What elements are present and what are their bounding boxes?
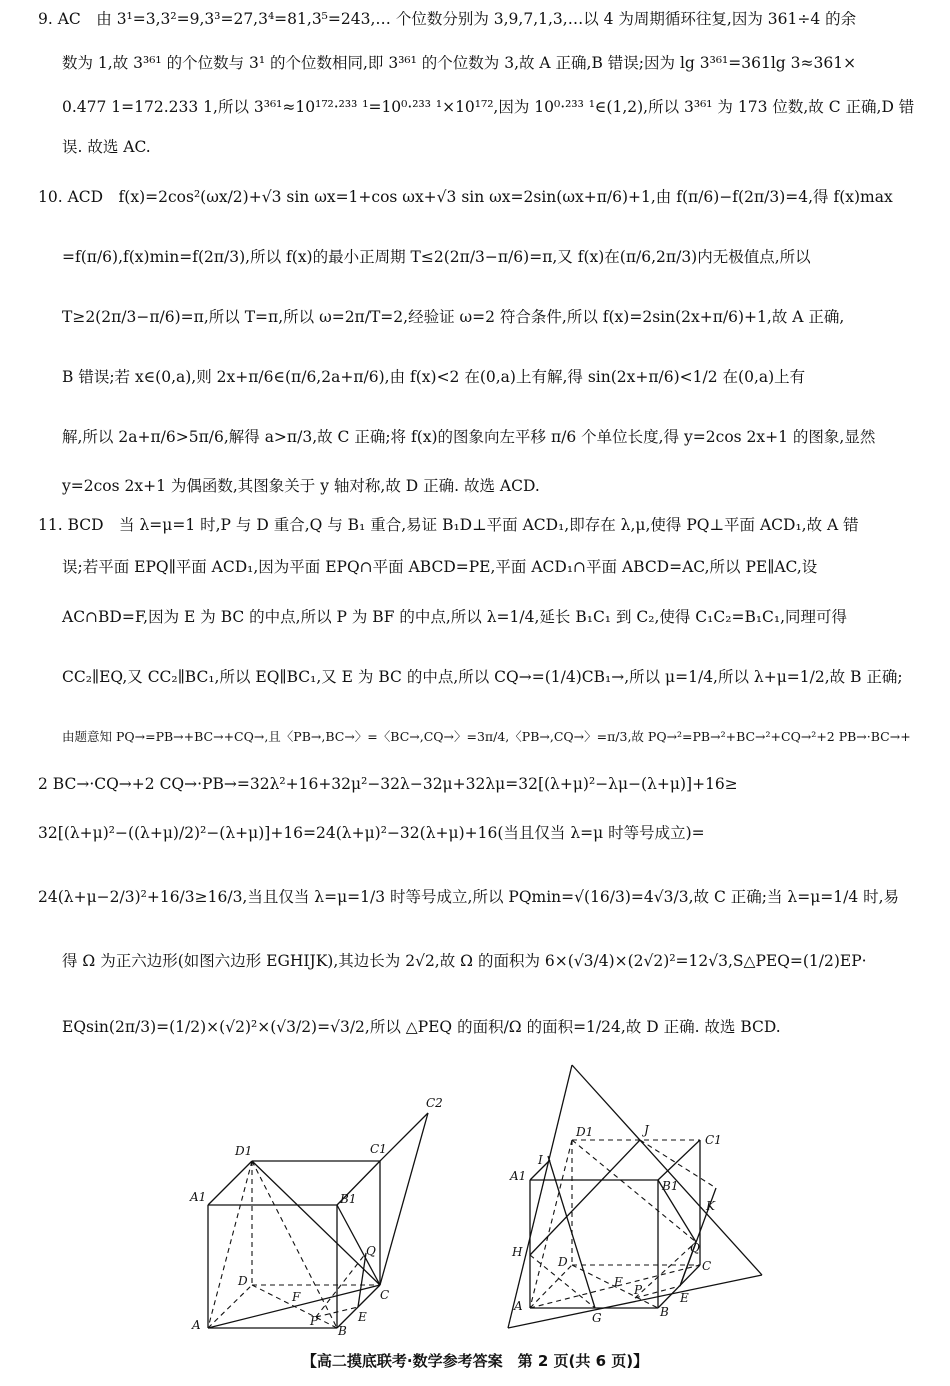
figure-cube-1 <box>180 1095 460 1335</box>
label-b: B <box>338 1324 347 1335</box>
label-c1: C1 <box>705 1133 722 1147</box>
label-f: F <box>614 1275 623 1289</box>
label-g: G <box>592 1311 602 1325</box>
text-line: y=2cos 2x+1 为偶函数,其图象关于 y 轴对称,故 D 正确. 故选 ACD. <box>62 477 540 495</box>
label-h: H <box>512 1245 523 1259</box>
label-f: F <box>292 1290 301 1304</box>
text-line: 得 Ω 为正六边形(如图六边形 EGHIJK),其边长为 2√2,故 Ω 的面积为 6×(√3/4)×(2√2)²=12√3,S△PEQ=(1/2)EP· <box>62 952 867 970</box>
text-line: 11. BCD 当 λ=μ=1 时,P 与 D 重合,Q 与 B₁ 重合,易证 B₁D⊥平面 ACD₁,即存在 λ,μ,使得 PQ⊥平面 ACD₁,故 A 错 <box>38 516 859 534</box>
label-a1: A1 <box>510 1169 527 1183</box>
text-line: T≥2(2π/3−π/6)=π,所以 T=π,所以 ω=2π/T=2,经验证 ω=2 符合条件,所以 f(x)=2sin(2x+π/6)+1,故 A 正确, <box>62 308 845 326</box>
label-b: B <box>660 1305 669 1319</box>
text-line: 误;若平面 EPQ∥平面 ACD₁,因为平面 EPQ∩平面 ABCD=PE,平面 ACD₁∩平面 ABCD=AC,所以 PE∥AC,设 <box>62 558 818 576</box>
label-j: J <box>644 1123 649 1137</box>
text-line: 32[(λ+μ)²−((λ+μ)/2)²−(λ+μ)]+16=24(λ+μ)²−32(λ+μ)+16(当且仅当 λ=μ 时等号成立)= <box>38 824 705 842</box>
label-d: D <box>238 1274 248 1288</box>
label-a1: A1 <box>190 1190 207 1204</box>
text-line: 数为 1,故 3³⁶¹ 的个位数与 3¹ 的个位数相同,即 3³⁶¹ 的个位数为 3,故 A 正确,B 错误;因为 lg 3³⁶¹=361lg 3≈361× <box>62 54 857 72</box>
page-footer: 【高二摸底联考·数学参考答案 第 2 页(共 6 页)】 <box>301 1352 649 1370</box>
figure-cube-2 <box>500 1060 780 1335</box>
label-c2: C2 <box>426 1096 443 1110</box>
text-line: 由题意知 PQ→=PB→+BC→+CQ→,且〈PB→,BC→〉=〈BC→,CQ→〉=3π/4,〈PB→,CQ→〉=π/3,故 PQ→²=PB→²+BC→²+CQ→²+2 PB→·BC→+ <box>62 729 911 744</box>
label-q: Q <box>366 1244 376 1258</box>
label-p: P <box>634 1283 643 1297</box>
text-line: AC∩BD=F,因为 E 为 BC 的中点,所以 P 为 BF 的中点,所以 λ=1/4,延长 B₁C₁ 到 C₂,使得 C₁C₂=B₁C₁,同理可得 <box>62 608 848 626</box>
label-c: C <box>702 1259 712 1273</box>
text-line: 误. 故选 AC. <box>62 138 151 156</box>
text-line: 2 BC→·CQ→+2 CQ→·PB→=32λ²+16+32μ²−32λ−32μ+32λμ=32[(λ+μ)²−λμ−(λ+μ)]+16≥ <box>38 775 738 793</box>
label-q: Q <box>690 1241 700 1255</box>
text-line: 9. AC 由 3¹=3,3²=9,3³=27,3⁴=81,3⁵=243,… 个位数分别为 3,9,7,1,3,…以 4 为周期循环往复,因为 361÷4 的余 <box>38 10 857 28</box>
text-line: 24(λ+μ−2/3)²+16/3≥16/3,当且仅当 λ=μ=1/3 时等号成立,所以 PQmin=√(16/3)=4√3/3,故 C 正确;当 λ=μ=1/4 时,易 <box>38 888 900 906</box>
label-p: P <box>310 1314 319 1328</box>
text-line: 10. ACD f(x)=2cos²(ωx/2)+√3 sin ωx=1+cos ωx+√3 sin ωx=2sin(ωx+π/6)+1,由 f(π/6)−f(2π/3)=4,得 f(x)max <box>38 188 893 206</box>
text-line: =f(π/6),f(x)min=f(2π/3),所以 f(x)的最小正周期 T≤2(2π/3−π/6)=π,又 f(x)在(π/6,2π/3)内无极值点,所以 <box>62 248 811 266</box>
text-line: 0.477 1=172.233 1,所以 3³⁶¹≈10¹⁷²·²³³ ¹=10⁰·²³³ ¹×10¹⁷²,因为 10⁰·²³³ ¹∈(1,2),所以 3³⁶¹ 为 173 位数,故 C 正确,D 错 <box>62 98 915 116</box>
label-c: C <box>380 1288 390 1302</box>
label-i: I <box>538 1153 543 1167</box>
label-c1: C1 <box>370 1142 387 1156</box>
label-a: A <box>192 1318 201 1332</box>
label-d1: D1 <box>576 1125 594 1139</box>
label-e: E <box>680 1291 689 1305</box>
label-a: A <box>514 1299 523 1313</box>
label-d: D <box>558 1255 568 1269</box>
label-b1: B1 <box>340 1192 357 1206</box>
text-line: CC₂∥EQ,又 CC₂∥BC₁,所以 EQ∥BC₁,又 E 为 BC 的中点,所以 CQ→=(1/4)CB₁→,所以 μ=1/4,所以 λ+μ=1/2,故 B 正确; <box>62 668 903 686</box>
label-d1: D1 <box>235 1144 253 1158</box>
text-line: EQsin(2π/3)=(1/2)×(√2)²×(√3/2)=√3/2,所以 △PEQ 的面积/Ω 的面积=1/24,故 D 正确. 故选 BCD. <box>62 1018 781 1036</box>
label-e: E <box>358 1310 367 1324</box>
label-k: K <box>706 1199 715 1213</box>
text-line: 解,所以 2a+π/6>5π/6,解得 a>π/3,故 C 正确;将 f(x)的图象向左平移 π/6 个单位长度,得 y=2cos 2x+1 的图象,显然 <box>62 428 876 446</box>
text-line: B 错误;若 x∈(0,a),则 2x+π/6∈(π/6,2a+π/6),由 f(x)<2 在(0,a)上有解,得 sin(2x+π/6)<1/2 在(0,a)上有 <box>62 368 806 386</box>
label-b1: B1 <box>662 1179 679 1193</box>
